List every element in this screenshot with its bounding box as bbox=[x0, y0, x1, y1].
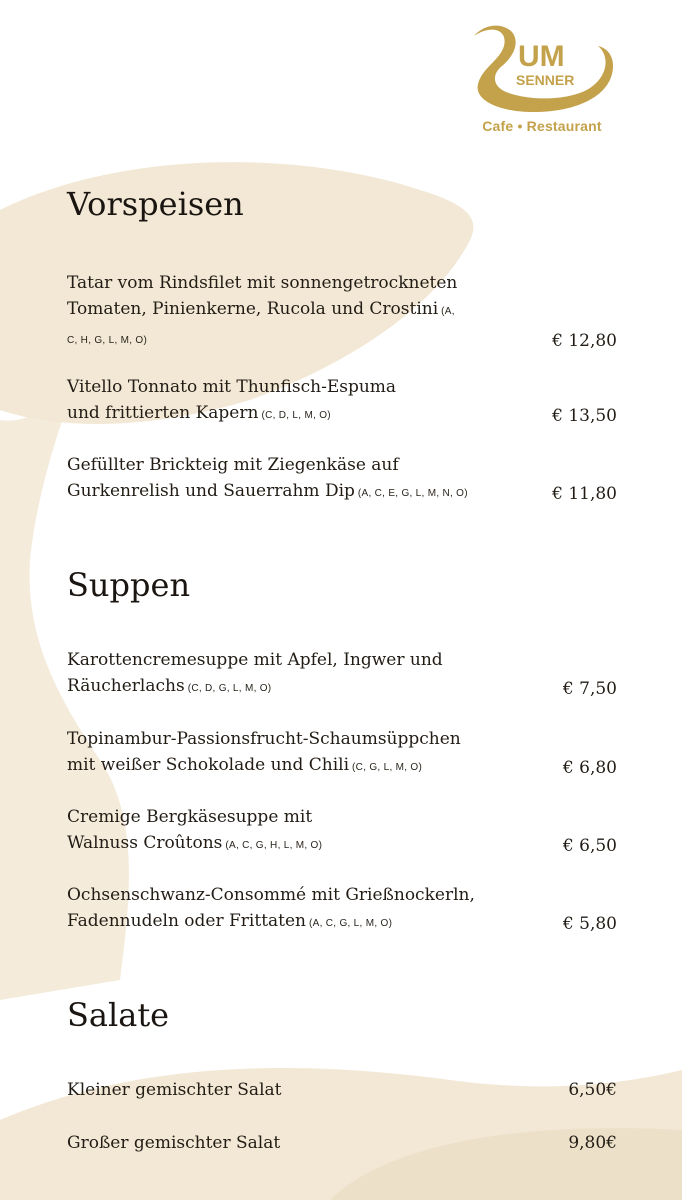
menu-item bbox=[67, 452, 617, 507]
menu-item bbox=[67, 726, 617, 781]
item-name: Cremige Bergkäsesuppe mit Walnuss Croûtons bbox=[67, 807, 313, 853]
menu-item bbox=[67, 882, 617, 937]
menu-item bbox=[67, 374, 617, 429]
item-allergens: (C, D, L, M, O) bbox=[261, 410, 331, 421]
item-name: Topinambur-Passionsfrucht-Schaumsüppchen mit weißer Schokolade und Chili bbox=[67, 729, 461, 775]
section-title-vorspeisen: Vorspeisen bbox=[67, 185, 244, 223]
item-name: Ochsenschwanz-Consommé mit Grießnockerln, Fadennudeln oder Frittaten bbox=[67, 885, 475, 931]
section-title-salate: Salate bbox=[67, 996, 170, 1034]
menu-item bbox=[67, 1130, 617, 1156]
item-price: € 12,80 bbox=[552, 331, 617, 351]
item-price: € 6,80 bbox=[562, 758, 617, 778]
item-name: Tatar vom Rindsfilet mit sonnengetrockneten Tomaten, Pinienkerne, Rucola und Crostini bbox=[67, 273, 458, 319]
item-name: Kleiner gemischter Salat bbox=[67, 1080, 282, 1100]
item-price: € 6,50 bbox=[562, 836, 617, 856]
logo-senner-text: SENNER bbox=[516, 72, 575, 88]
item-allergens: (C, G, L, M, O) bbox=[352, 762, 423, 773]
logo-subtitle: Cafe • Restaurant bbox=[482, 118, 602, 134]
item-name: Vitello Tonnato mit Thunfisch-Espuma und frittierten Kapern bbox=[67, 377, 397, 423]
menu-item bbox=[67, 270, 617, 354]
item-allergens: (A, C, E, G, L, M, N, O) bbox=[357, 488, 468, 499]
menu-item bbox=[67, 1077, 617, 1103]
item-price: 6,50€ bbox=[568, 1080, 617, 1100]
item-price: € 11,80 bbox=[552, 484, 617, 504]
item-allergens: (A, C, H, G, L, M, O) bbox=[67, 306, 455, 346]
item-allergens: (A, C, G, L, M, O) bbox=[309, 918, 393, 929]
section-title-suppen: Suppen bbox=[67, 566, 191, 604]
menu-item bbox=[67, 647, 617, 702]
item-name: Karottencremesuppe mit Apfel, Ingwer und Räucherlachs bbox=[67, 650, 443, 696]
item-allergens: (A, C, G, H, L, M, O) bbox=[225, 840, 323, 851]
item-allergens: (C, D, G, L, M, O) bbox=[187, 683, 272, 694]
item-price: 9,80€ bbox=[568, 1133, 617, 1153]
item-price: € 5,80 bbox=[562, 914, 617, 934]
logo-um-text: UM bbox=[518, 40, 565, 73]
item-name: Gefüllter Brickteig mit Ziegenkäse auf Gurkenrelish und Sauerrahm Dip bbox=[67, 455, 399, 501]
menu-item bbox=[67, 804, 617, 859]
item-price: € 7,50 bbox=[562, 679, 617, 699]
item-price: € 13,50 bbox=[552, 406, 617, 426]
item-name: Großer gemischter Salat bbox=[67, 1133, 281, 1153]
